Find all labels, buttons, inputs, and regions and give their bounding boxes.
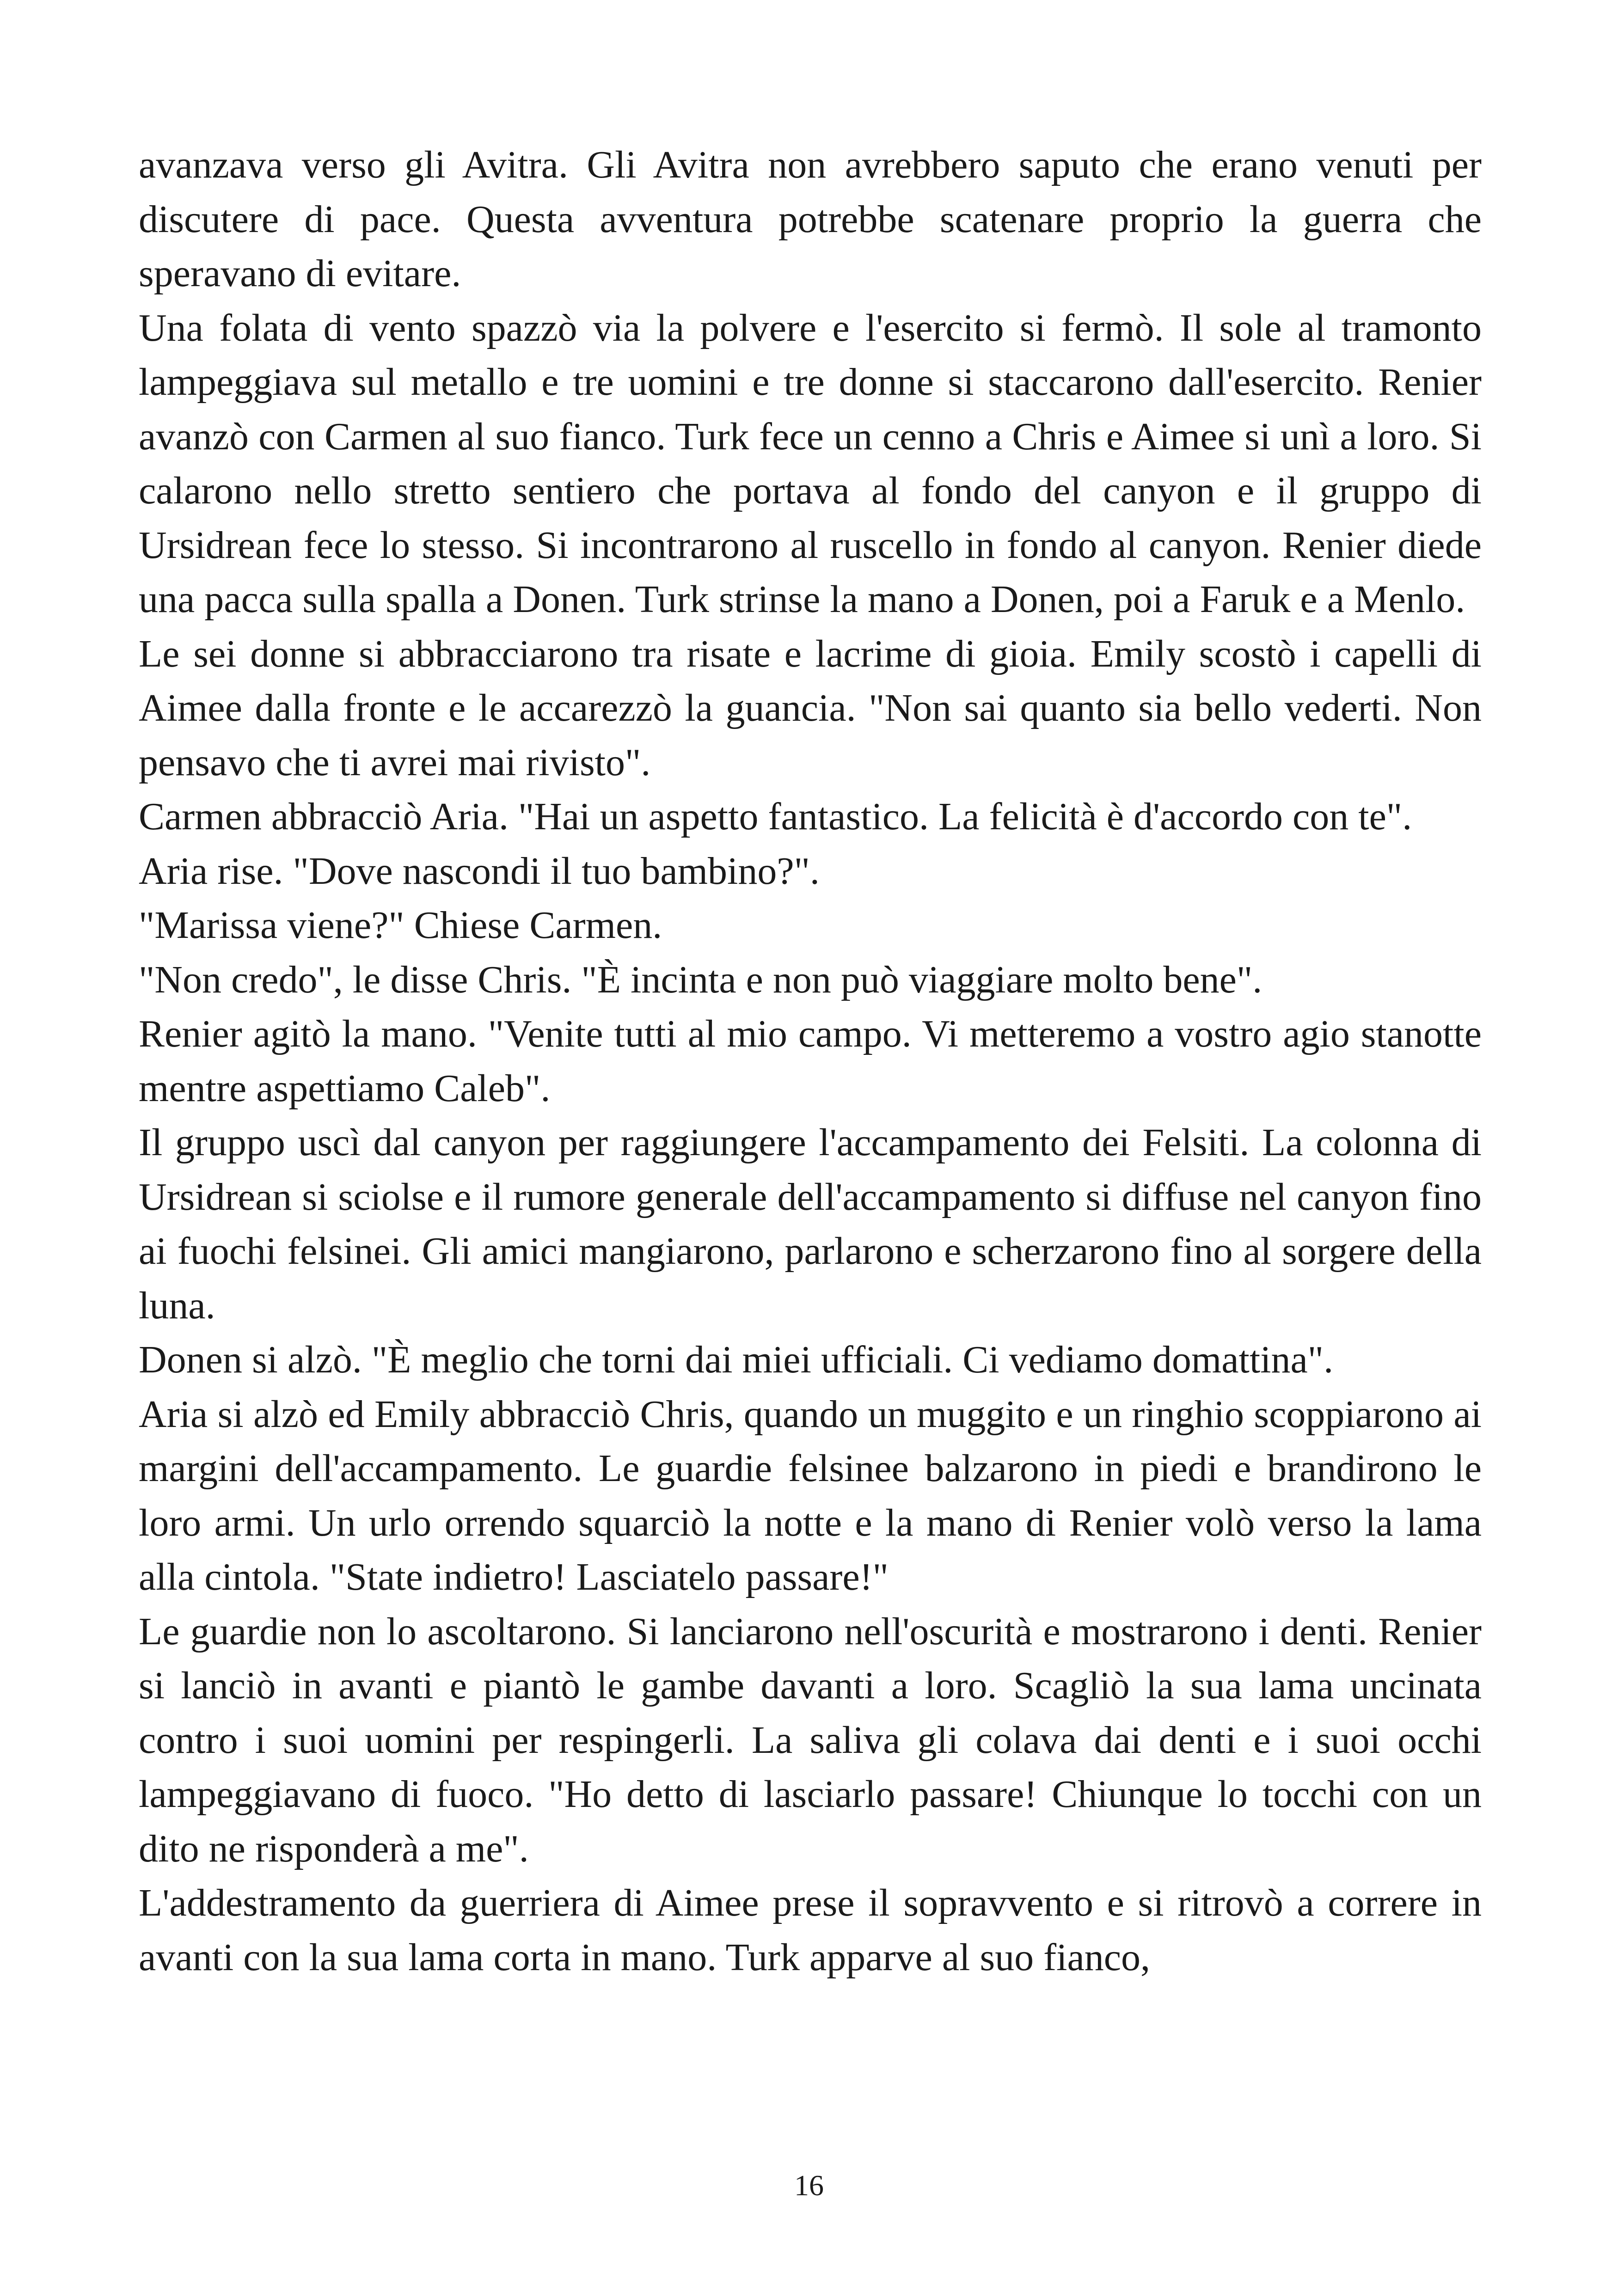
body-text <box>139 138 1482 1984</box>
paragraph: avanzava verso gli Avitra. Gli Avitra non avrebbero saputo che erano venuti per discutere di pace. Questa avventura potrebbe scatenare proprio la guerra che speravano di evitare. <box>139 143 1482 295</box>
page-number: 16 <box>794 2169 824 2202</box>
paragraph: Le guardie non lo ascoltarono. Si lanciarono nell'oscurità e mostrarono i denti. Renier si lanciò in avanti e piantò le gambe davanti a loro. Scagliò la sua lama uncinata contro i suoi uomini per respingerli. La saliva gli colava dai denti e i suoi occhi lampeggiavano di fuoco. "Ho detto di lasciarlo passare! Chiunque lo tocchi con un dito ne risponderà a me". <box>139 1610 1482 1870</box>
paragraph: Una folata di vento spazzò via la polvere e l'esercito si fermò. Il sole al tramonto lampeggiava sul metallo e tre uomini e tre donne si staccarono dall'esercito. Renier avanzò con Carmen al suo fianco. Turk fece un cenno a Chris e Aimee si unì a loro. Si calarono nello stretto sentiero che portava al fondo del canyon e il gruppo di Ursidrean fece lo stesso. Si incontrarono al ruscello in fondo al canyon. Renier diede una pacca sulla spalla a Donen. Turk strinse la mano a Donen, poi a Faruk e a Menlo. <box>139 306 1482 621</box>
paragraph: Aria si alzò ed Emily abbracciò Chris, quando un muggito e un ringhio scoppiarono ai margini dell'accampamento. Le guardie felsinee balzarono in piedi e brandirono le loro armi. Un urlo orrendo squarciò la notte e la mano di Renier volò verso la lama alla cintola. "State indietro! Lasciatelo passare!" <box>139 1392 1482 1598</box>
paragraph: Carmen abbracciò Aria. "Hai un aspetto fantastico. La felicità è d'accordo con te". <box>139 795 1412 838</box>
paragraph: Donen si alzò. "È meglio che torni dai miei ufficiali. Ci vediamo domattina". <box>139 1338 1334 1381</box>
paragraph: Aria rise. "Dove nascondi il tuo bambino?". <box>139 849 820 893</box>
paragraph: "Non credo", le disse Chris. "È incinta e non può viaggiare molto bene". <box>139 958 1263 1001</box>
paragraph: L'addestramento da guerriera di Aimee prese il sopravvento e si ritrovò a correre in avanti con la sua lama corta in mano. Turk apparve al suo fianco, <box>139 1881 1482 1979</box>
paragraph: "Marissa viene?" Chiese Carmen. <box>139 904 662 947</box>
paragraph: Il gruppo uscì dal canyon per raggiungere l'accampamento dei Felsiti. La colonna di Ursidrean si sciolse e il rumore generale dell'accampamento si diffuse nel canyon fino ai fuochi felsinei. Gli amici mangiarono, parlarono e scherzarono fino al sorgere della luna. <box>139 1121 1482 1327</box>
paragraph: Renier agitò la mano. "Venite tutti al mio campo. Vi metteremo a vostro agio stanotte mentre aspettiamo Caleb". <box>139 1012 1482 1110</box>
paragraph: Le sei donne si abbracciarono tra risate e lacrime di gioia. Emily scostò i capelli di Aimee dalla fronte e le accarezzò la guancia. "Non sai quanto sia bello vederti. Non pensavo che ti avrei mai rivisto". <box>139 632 1482 784</box>
